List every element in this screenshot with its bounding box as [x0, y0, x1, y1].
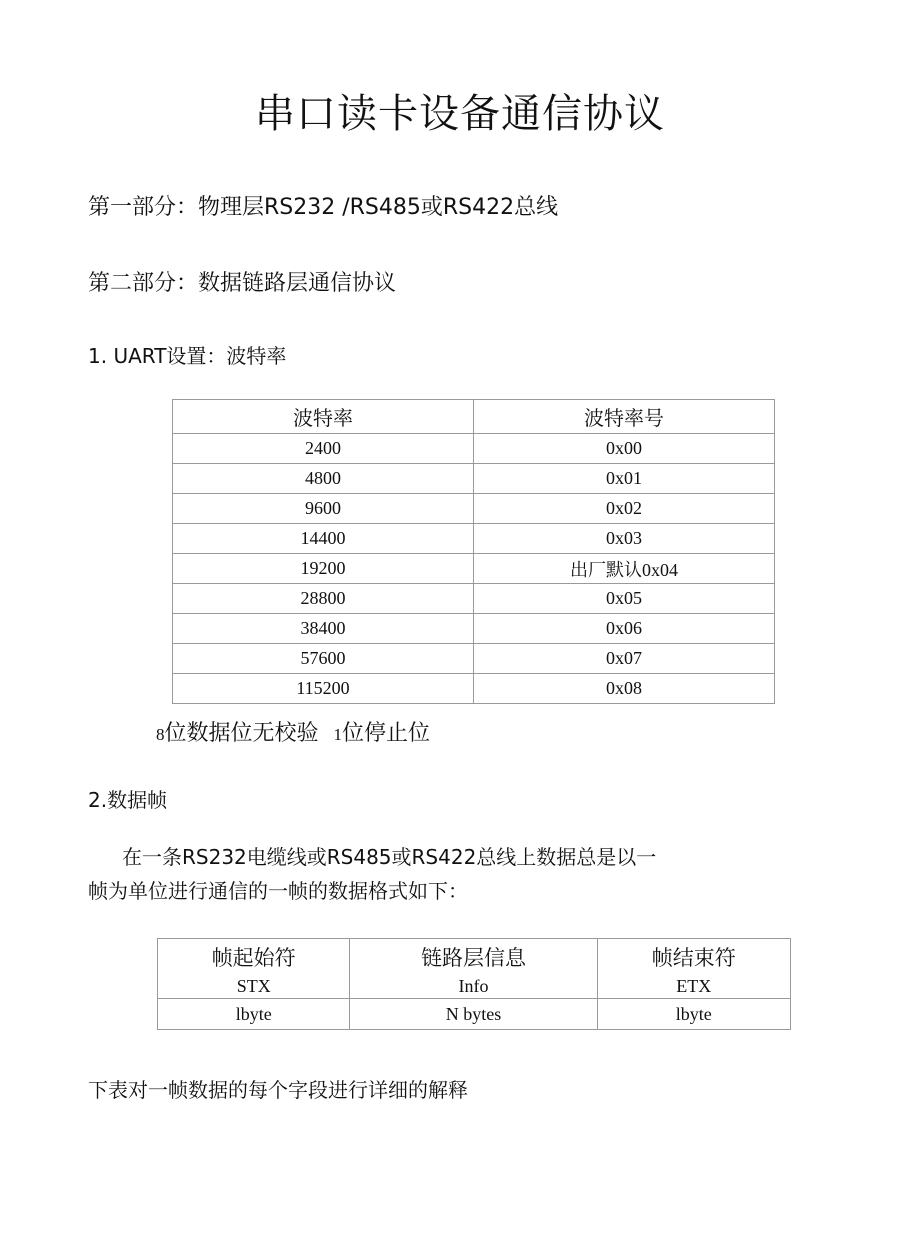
- table-row: [173, 644, 775, 674]
- baud-rate-cell: 57600: [173, 644, 474, 674]
- frame-start-label: 帧起始符: [211, 946, 296, 970]
- baud-code-cell: 0x05: [474, 584, 775, 614]
- baud-code-cell: 0x02: [474, 494, 775, 524]
- table-row: [173, 584, 775, 614]
- part2-heading: 第二部分：数据链路层通信协议: [88, 271, 397, 296]
- frame-paragraph-line1: 在一条RS232电缆线或RS485或RS422总线上数据总是以一: [122, 845, 657, 869]
- frame-start-cell: [158, 939, 350, 999]
- data-bits-text: 位数据位无校验: [164, 721, 319, 746]
- stop-bits-text: 位停止位: [342, 721, 431, 746]
- baud-rate-cell: 9600: [173, 494, 474, 524]
- baud-rate-cell: 2400: [173, 434, 474, 464]
- baud-code-cell: 0x06: [474, 614, 775, 644]
- link-info-size: N bytes: [350, 999, 597, 1030]
- frame-end-cell: [597, 939, 790, 999]
- link-info-label: 链路层信息: [420, 946, 526, 970]
- frame-end-code: ETX: [676, 976, 712, 996]
- table-row: [173, 494, 775, 524]
- table-row: [173, 524, 775, 554]
- frame-paragraph-line2: 帧为单位进行通信的一帧的数据格式如下：: [88, 879, 468, 903]
- baud-code-cell: 0x03: [474, 524, 775, 554]
- baud-rate-cell: 4800: [173, 464, 474, 494]
- link-info-cell: [350, 939, 597, 999]
- baud-rate-cell: 38400: [173, 614, 474, 644]
- frame-end-size: lbyte: [597, 999, 790, 1030]
- page-title: 串口读卡设备通信协议: [255, 91, 665, 137]
- table-header-row: [173, 400, 775, 434]
- baud-code-cell: 0x07: [474, 644, 775, 674]
- baud-rate-cell: 115200: [173, 674, 474, 704]
- stop-bits-number: 1: [333, 725, 343, 744]
- table-row: [173, 434, 775, 464]
- baud-code-cell-default: 出厂默认0x04: [474, 554, 775, 584]
- data-bits-number: 8: [156, 725, 165, 744]
- baud-rate-cell: 14400: [173, 524, 474, 554]
- baud-code-cell: 0x08: [474, 674, 775, 704]
- baud-code-cell: 0x01: [474, 464, 775, 494]
- header-baud-rate: 波特率: [173, 400, 474, 434]
- uart-format-note: [156, 716, 430, 747]
- link-info-code: Info: [458, 976, 489, 996]
- frame-start-size: lbyte: [158, 999, 350, 1030]
- frame-size-row: [158, 999, 791, 1030]
- table-row: [173, 464, 775, 494]
- frame-end-label: 帧结束符: [651, 946, 736, 970]
- section2-heading: 2.数据帧: [88, 788, 168, 812]
- frame-start-code: STX: [236, 976, 271, 996]
- frame-format-table: [157, 938, 791, 1030]
- table-row: [173, 614, 775, 644]
- table-row: [173, 554, 775, 584]
- header-baud-code: 波特率号: [474, 400, 775, 434]
- frame-field-row: [158, 939, 791, 999]
- baud-code-cell: 0x00: [474, 434, 775, 464]
- section1-heading: 1. UART设置：波特率: [88, 344, 287, 368]
- baud-rate-table: [172, 399, 775, 704]
- table-row: [173, 674, 775, 704]
- baud-rate-cell: 28800: [173, 584, 474, 614]
- closing-text: 下表对一帧数据的每个字段进行详细的解释: [88, 1078, 468, 1102]
- baud-rate-cell: 19200: [173, 554, 474, 584]
- part1-heading: 第一部分：物理层RS232 /RS485或RS422总线: [88, 195, 559, 220]
